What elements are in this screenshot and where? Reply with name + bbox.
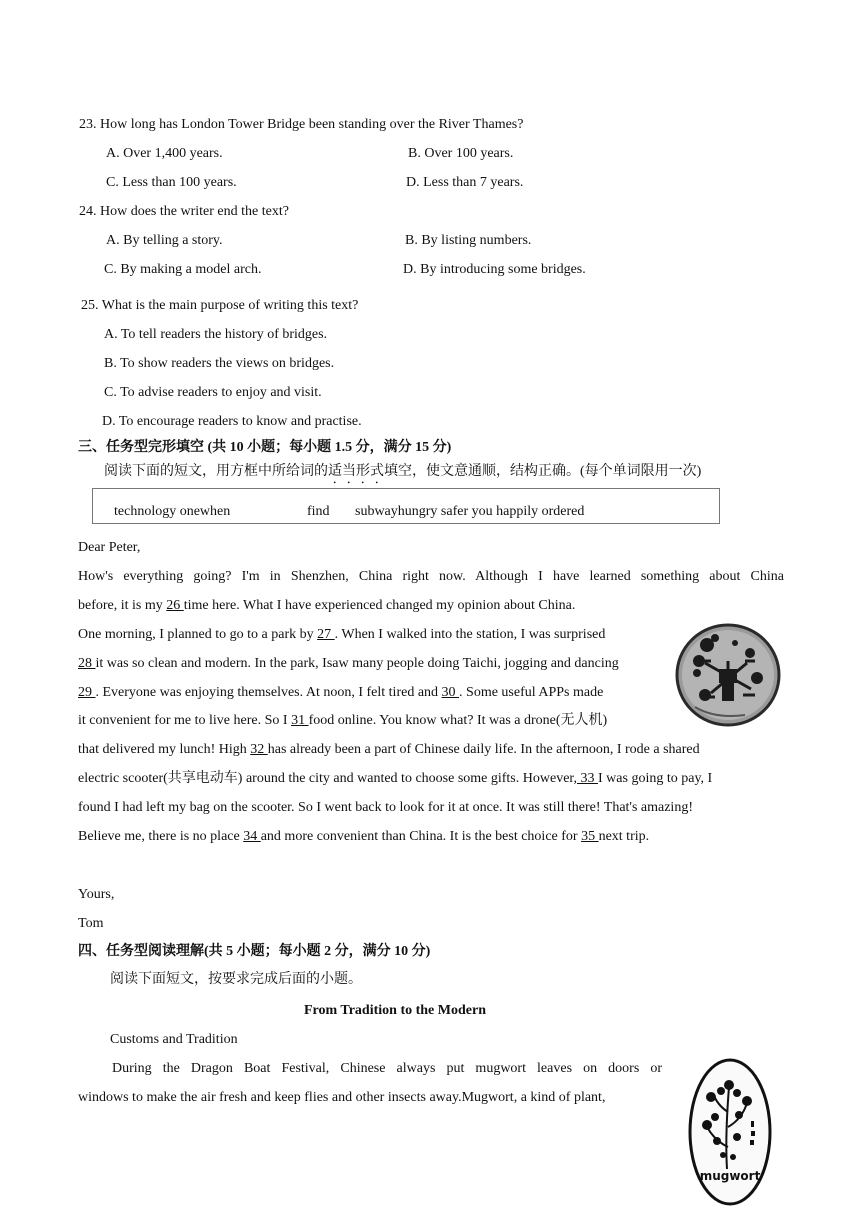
q23-option-d: D. Less than 7 years.: [406, 175, 524, 190]
q25-option-b: B. To show readers the views on bridges.: [104, 356, 335, 371]
letter-line-10: Believe me, there is no place 34 and more convenient than China. It is the best choice for 35 next trip.: [78, 829, 650, 844]
blank-35: 35: [581, 829, 599, 844]
blank-31: 31: [291, 713, 309, 728]
blank-33: 33: [577, 771, 599, 786]
question-24: 24. How does the writer end the text?: [79, 204, 289, 219]
letter-line-7: that delivered my lunch! High 32 has already been a part of Chinese daily life. In the afternoon, I rode a shared: [78, 742, 700, 757]
word-bank-group-3: subwayhungry safer you happily ordered: [355, 504, 585, 519]
q24-option-a: A. By telling a story.: [106, 233, 223, 248]
blank-28: 28: [78, 656, 96, 671]
blank-34: 34: [243, 829, 261, 844]
letter-line-6: it convenient for me to live here. So I 31 food online. You know what? It was a drone(无人机): [78, 713, 608, 728]
section-3-heading: 三、任务型完形填空 (共 10 小题；每小题 1.5 分，满分 15 分): [78, 440, 452, 455]
blank-32: 32: [250, 742, 268, 757]
question-25: 25. What is the main purpose of writing this text?: [81, 298, 359, 313]
blank-27: 27: [317, 627, 335, 642]
blank-29: 29: [78, 685, 96, 700]
letter-line-4: 28 it was so clean and modern. In the park, Isaw many people doing Taichi, jogging and dancing: [78, 656, 619, 671]
drone-image: [675, 623, 781, 727]
q25-option-d: D. To encourage readers to know and practise.: [102, 414, 362, 429]
q24-option-c: C. By making a model arch.: [104, 262, 262, 277]
blank-26: 26: [166, 598, 184, 613]
passage-subheading: Customs and Tradition: [110, 1032, 238, 1047]
blank-30: 30: [441, 685, 460, 700]
letter-line-5: 29 . Everyone was enjoying themselves. At noon, I felt tired and 30 . Some useful APPs made: [78, 685, 604, 700]
q25-option-c: C. To advise readers to enjoy and visit.: [104, 385, 322, 400]
section-3-instructions: 阅读下面的短文，用方框中所给词的适当形式填空，使文意通顺，结构正确。(每个单词限用一次): [104, 464, 702, 479]
question-23: 23. How long has London Tower Bridge been standing over the River Thames?: [79, 117, 524, 132]
letter-line-9: found I had left my bag on the scooter. So I went back to look for it at once. It was still there! That's amazing!: [78, 800, 693, 815]
q23-option-c: C. Less than 100 years.: [106, 175, 237, 190]
word-bank-box: [92, 488, 720, 524]
mugwort-image: [687, 1057, 773, 1207]
mugwort-caption: mugwort: [699, 1169, 761, 1183]
letter-line-1: How's everything going? I'm in Shenzhen, China right now. Although I have learned something about China: [78, 569, 784, 584]
section-4-heading: 四、任务型阅读理解(共 5 小题；每小题 2 分，满分 10 分): [78, 944, 431, 959]
letter-line-3: One morning, I planned to go to a park by 27 . When I walked into the station, I was surprised: [78, 627, 606, 642]
passage-line-2: windows to make the air fresh and keep flies and other insects away.Mugwort, a kind of plant,: [78, 1090, 606, 1105]
q24-option-b: B. By listing numbers.: [405, 233, 532, 248]
letter-signature: Tom: [78, 916, 104, 931]
letter-closing: Yours,: [78, 887, 115, 902]
section-4-instructions: 阅读下面短文，按要求完成后面的小题。: [110, 972, 362, 987]
letter-line-2: before, it is my 26 time here. What I have experienced changed my opinion about China.: [78, 598, 576, 613]
passage-line-1: During the Dragon Boat Festival, Chinese always put mugwort leaves on doors or: [112, 1061, 662, 1076]
letter-line-8: electric scooter(共享电动车) around the city and wanted to choose some gifts. However, 33 I was going to pay, I: [78, 771, 713, 786]
q23-option-a: A. Over 1,400 years.: [106, 146, 223, 161]
q23-option-b: B. Over 100 years.: [408, 146, 514, 161]
passage-title: From Tradition to the Modern: [304, 1003, 486, 1018]
letter-greeting: Dear Peter,: [78, 540, 141, 555]
word-bank-group-1: technology onewhen: [114, 504, 231, 519]
word-bank-group-2: find: [307, 504, 330, 519]
q24-option-d: D. By introducing some bridges.: [403, 262, 586, 277]
q25-option-a: A. To tell readers the history of bridges.: [104, 327, 328, 342]
